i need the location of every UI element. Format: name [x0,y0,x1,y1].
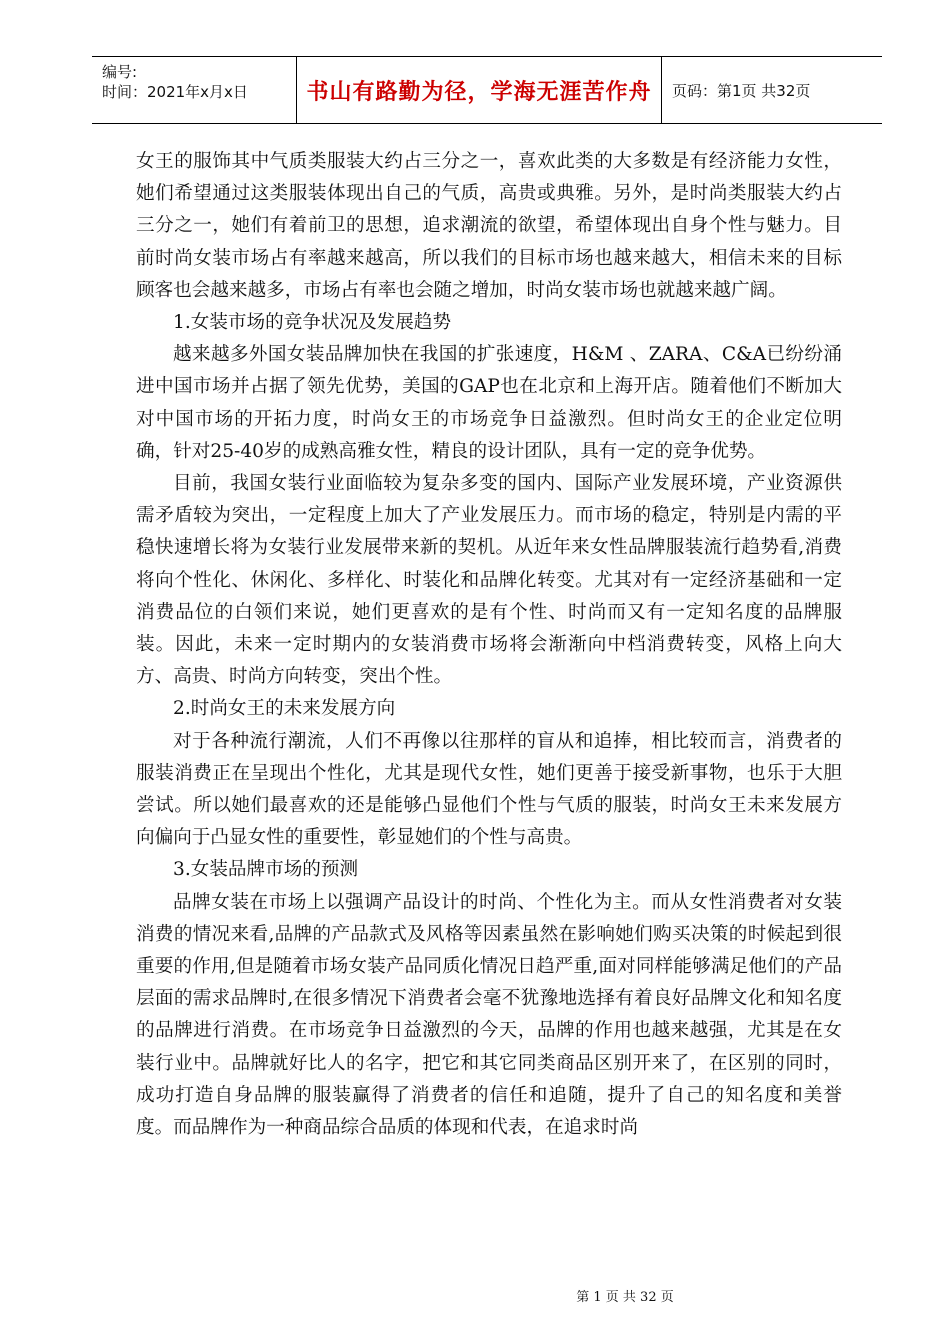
header-page-info: 页码：第1页 共32页 [672,81,811,100]
section-heading-2: 2.时尚女王的未来发展方向 [173,698,396,720]
document-number-label: 编号: [102,63,138,81]
header-motto: 书山有路勤为径，学海无涯苦作舟 [297,57,662,123]
document-body [136,146,842,1144]
section-heading-1: 1.女装市场的竞争状况及发展趋势 [173,312,452,334]
paragraph: 越来越多外国女装品牌加快在我国的扩张速度，H&M 、ZARA、C&A已纷纷涌进中国市场并占据了领先优势，美国的GAP也在北京和上海开店。随着他们不断加大对中国市场的开拓力度，时尚女王的市场竞争日益激烈。但时尚女王的企业定位明确，针对25-40岁的成熟高雅女性，精良的设计团队，具有一定的竞争优势。 [136,344,842,462]
document-time: 时间：2021年x月x日 [102,83,248,101]
page-footer: 第 1 页 共 32 页 [576,1290,674,1305]
page-header [92,56,882,124]
paragraph: 对于各种流行潮流，人们不再像以往那样的盲从和追捧，相比较而言，消费者的服装消费正在呈现出个性化，尤其是现代女性，她们更善于接受新事物，也乐于大胆尝试。所以她们最喜欢的还是能够凸显他们个性与气质的服装，时尚女王未来发展方向偏向于凸显女性的重要性，彰显她们的个性与高贵。 [136,730,842,849]
paragraph-continuation: 女王的服饰其中气质类服装大约占三分之一，喜欢此类的大多数是有经济能力女性，她们希望通过这类服装体现出自己的气质，高贵或典雅。另外，是时尚类服装大约占三分之一，她们有着前卫的思想，追求潮流的欲望，希望体现出自身个性与魅力。目前时尚女装市场占有率越来越高，所以我们的目标市场也越来越大，相信未来的目标顾客也会越来越多，市场占有率也会随之增加，时尚女装市场也就越来越广阔。 [136,151,842,301]
section-heading-3: 3.女装品牌市场的预测 [173,859,359,881]
paragraph: 目前，我国女装行业面临较为复杂多变的国内、国际产业发展环境，产业资源供需矛盾较为突出，一定程度上加大了产业发展压力。而市场的稳定，特别是内需的平稳快速增长将为女装行业发展带来新的契机。从近年来女性品牌服装流行趋势看,消费将向个性化、休闲化、多样化、时装化和品牌化转变。尤其对有一定经济基础和一定消费品位的白领们来说，她们更喜欢的是有个性、时尚而又有一定知名度的品牌服装。因此，未来一定时期内的女装消费市场将会渐渐向中档消费转变，风格上向大方、高贵、时尚方向转变，突出个性。 [136,473,842,688]
paragraph: 品牌女装在市场上以强调产品设计的时尚、个性化为主。而从女性消费者对女装消费的情况来看,品牌的产品款式及风格等因素虽然在影响她们购买决策的时候起到很重要的作用,但是随着市场女装产品同质化情况日趋严重,面对同样能够满足他们的产品层面的需求品牌时,在很多情况下消费者会毫不犹豫地选择有着良好品牌文化和知名度的品牌进行消费。在市场竞争日益激烈的今天，品牌的作用也越来越强，尤其是在女装行业中。品牌就好比人的名字，把它和其它同类商品区别开来了，在区别的同时，成功打造自身品牌的服装赢得了消费者的信任和追随，提升了自己的知名度和美誉度。而品牌作为一种商品综合品质的体现和代表，在追求时尚 [136,891,842,1139]
header-meta [92,57,297,123]
